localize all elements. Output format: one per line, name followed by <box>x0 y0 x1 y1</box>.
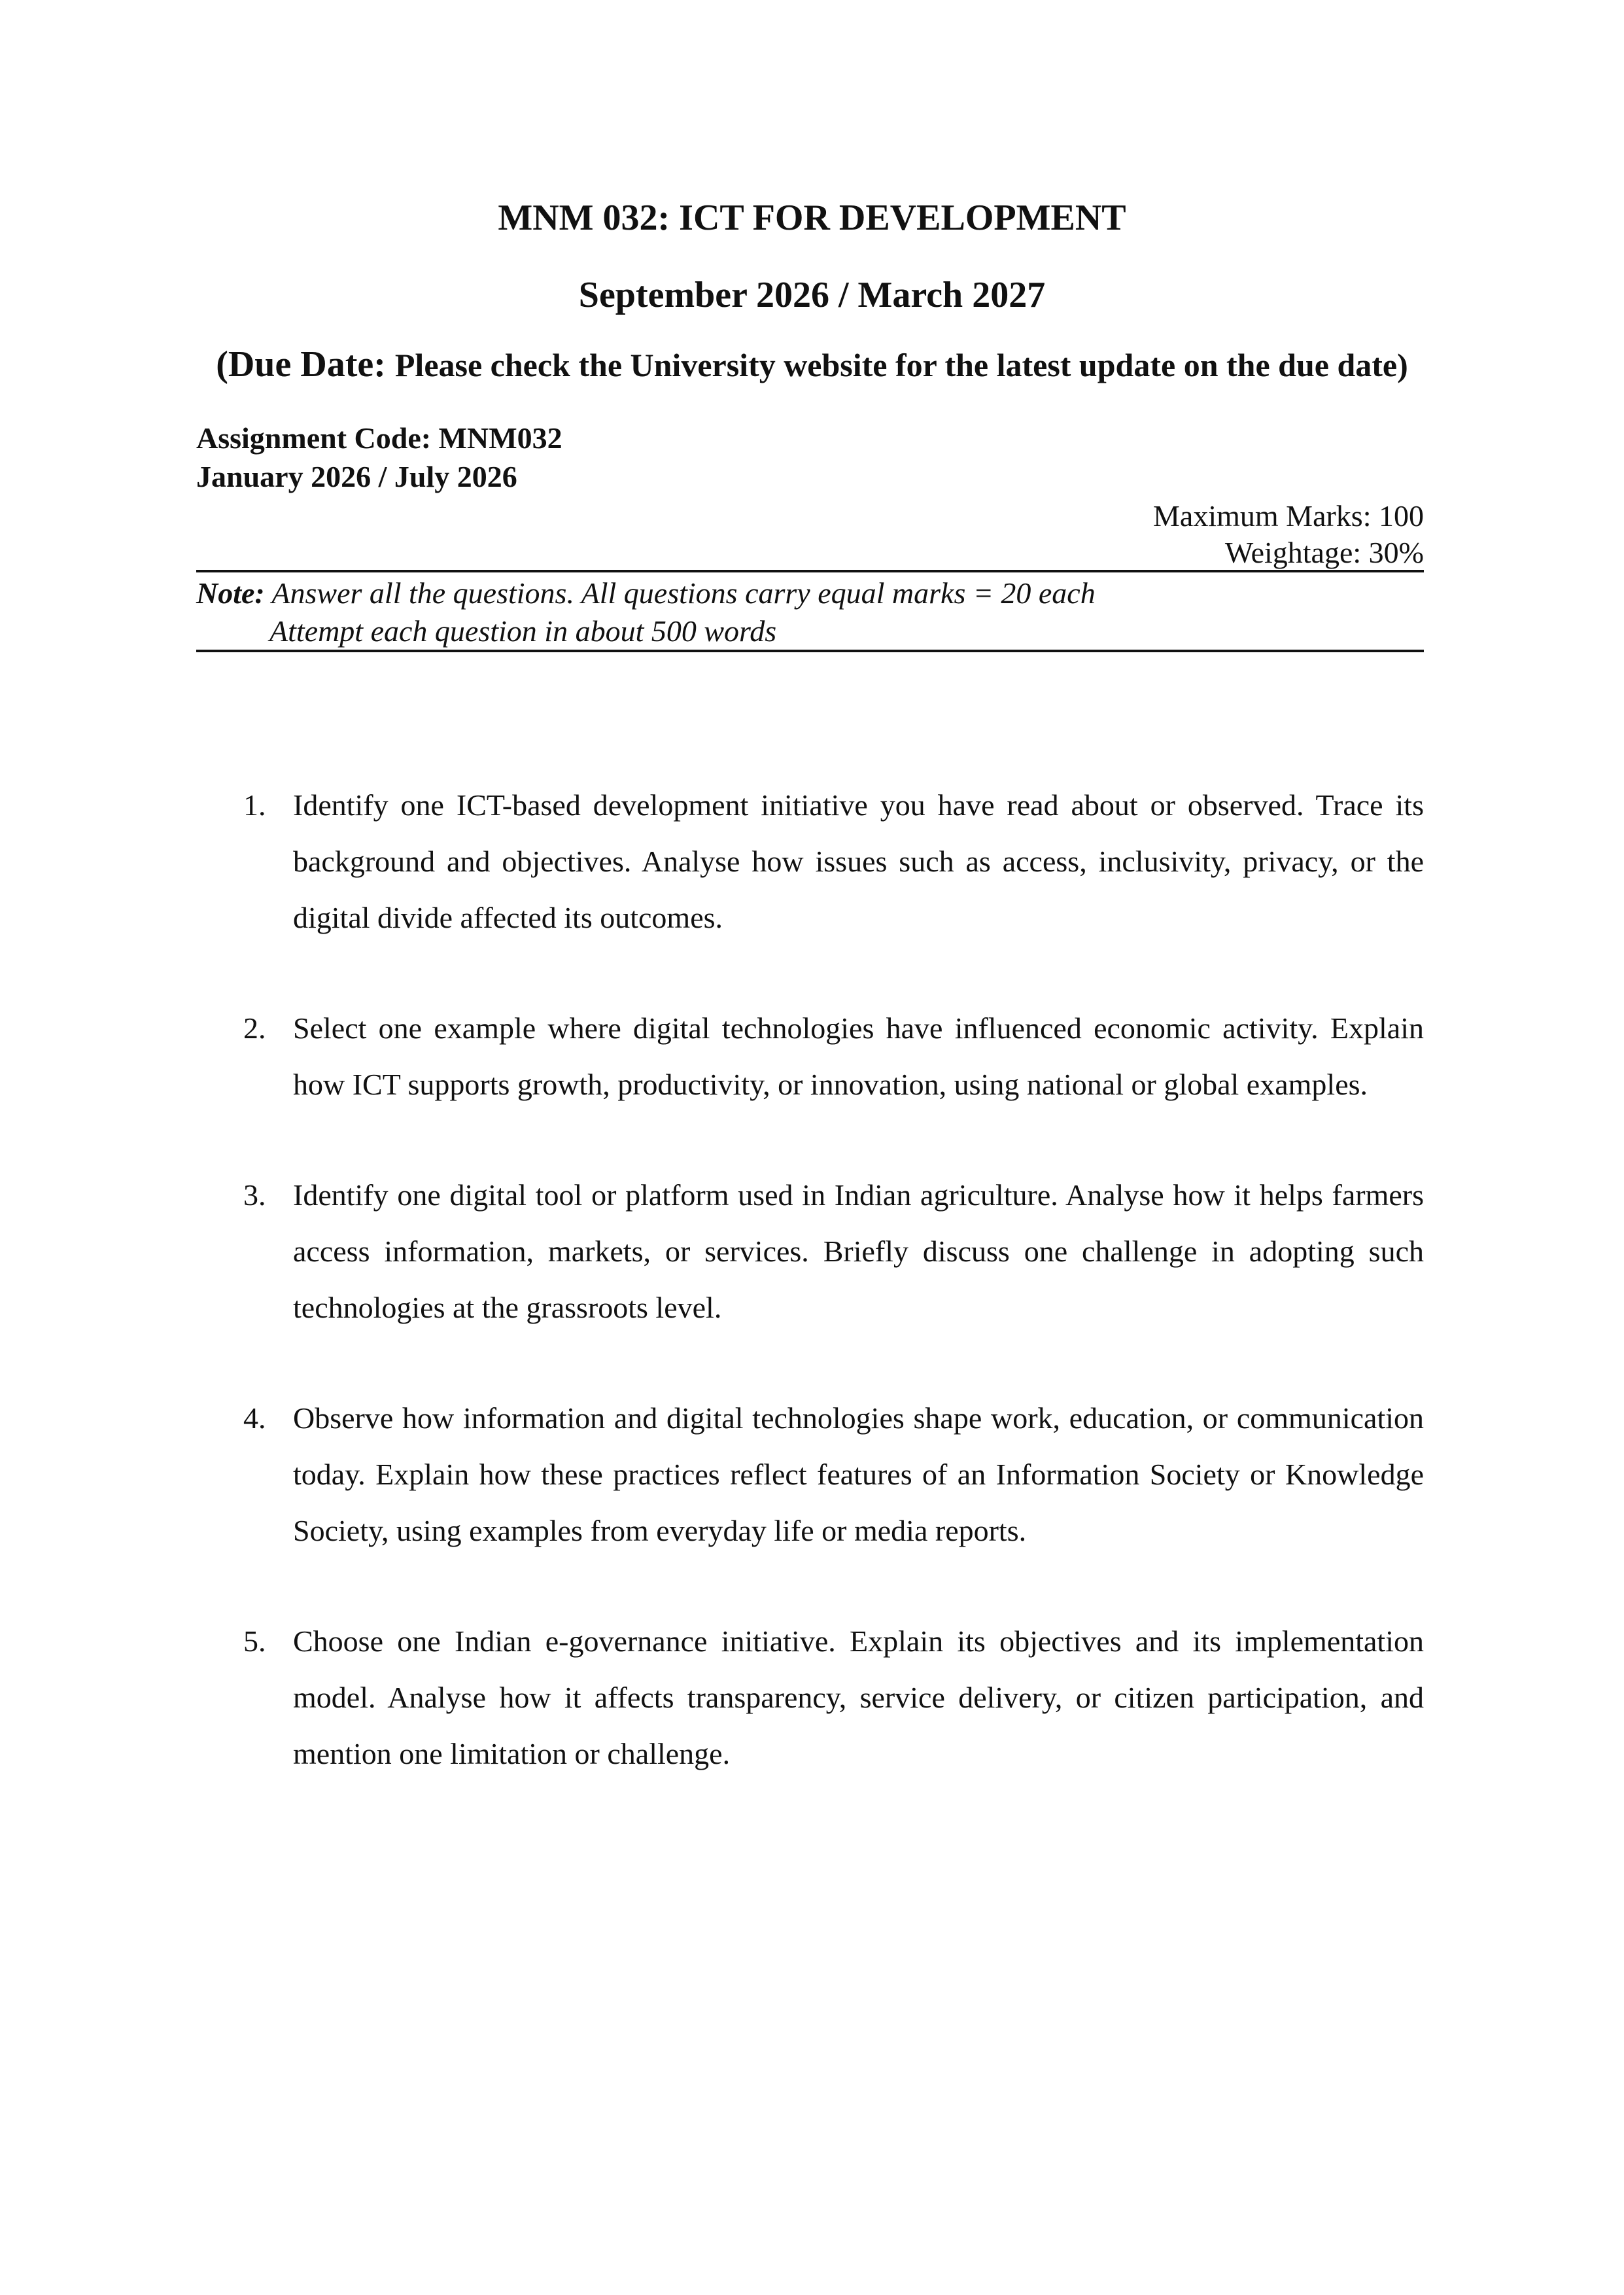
question-text: Identify one digital tool or platform used in Indian agriculture. Analyse how it helps farmers access information, markets, or services. Briefly discuss one challenge in adopting such technologies at the grassroots level. <box>293 1178 1424 1324</box>
question-text: Identify one ICT-based development initiative you have read about or observed. Trace its background and objectives. Analyse how issues such as access, inclusivity, privacy, or the digital divide affected its outcomes. <box>293 788 1424 934</box>
question-item <box>235 1613 1424 1782</box>
question-item <box>235 777 1424 946</box>
document-title: MNM 032: ICT FOR DEVELOPMENT <box>498 198 1126 238</box>
question-number: 2. <box>243 1011 266 1045</box>
note-second-line: Attempt each question in about 500 words <box>269 614 777 648</box>
question-number: 4. <box>243 1401 266 1435</box>
question-item <box>235 1167 1424 1336</box>
due-date-line <box>0 342 1624 388</box>
question-text: Choose one Indian e-governance initiative. Explain its objectives and its implementation model. Analyse how it affects transparency, service delivery, or citizen participation, and mention one limitation or challenge. <box>293 1624 1424 1770</box>
question-number: 5. <box>243 1624 266 1658</box>
question-list <box>235 777 1424 1782</box>
note-label: Note: <box>196 576 265 610</box>
question-item <box>235 1000 1424 1113</box>
note-instructions: Answer all the questions. All questions carry equal marks = 20 each <box>271 576 1096 610</box>
question-text: Select one example where digital technologies have influenced economic activity. Explain how ICT supports growth, productivity, or innovation, using national or global examples. <box>293 1011 1424 1101</box>
note-bottom-rule <box>196 650 1424 652</box>
maximum-marks: Maximum Marks: 100 <box>1153 499 1424 533</box>
question-text: Observe how information and digital technologies shape work, education, or communication today. Explain how these practices reflect features of an Information Society or Knowledge Society, using examples from everyday life or media reports. <box>293 1401 1424 1547</box>
due-date-text: Please check the University website for the latest update on the due date) <box>394 347 1408 383</box>
due-date-label: (Due Date: <box>216 344 386 385</box>
note-top-rule <box>196 570 1424 572</box>
assignment-code: Assignment Code: MNM032 <box>196 421 562 455</box>
question-number: 3. <box>243 1178 266 1212</box>
session-heading: September 2026 / March 2027 <box>578 275 1046 315</box>
question-item <box>235 1390 1424 1559</box>
note-first-line <box>196 574 1096 612</box>
assignment-term: January 2026 / July 2026 <box>196 460 517 493</box>
weightage: Weightage: 30% <box>1224 536 1424 569</box>
question-number: 1. <box>243 788 266 822</box>
